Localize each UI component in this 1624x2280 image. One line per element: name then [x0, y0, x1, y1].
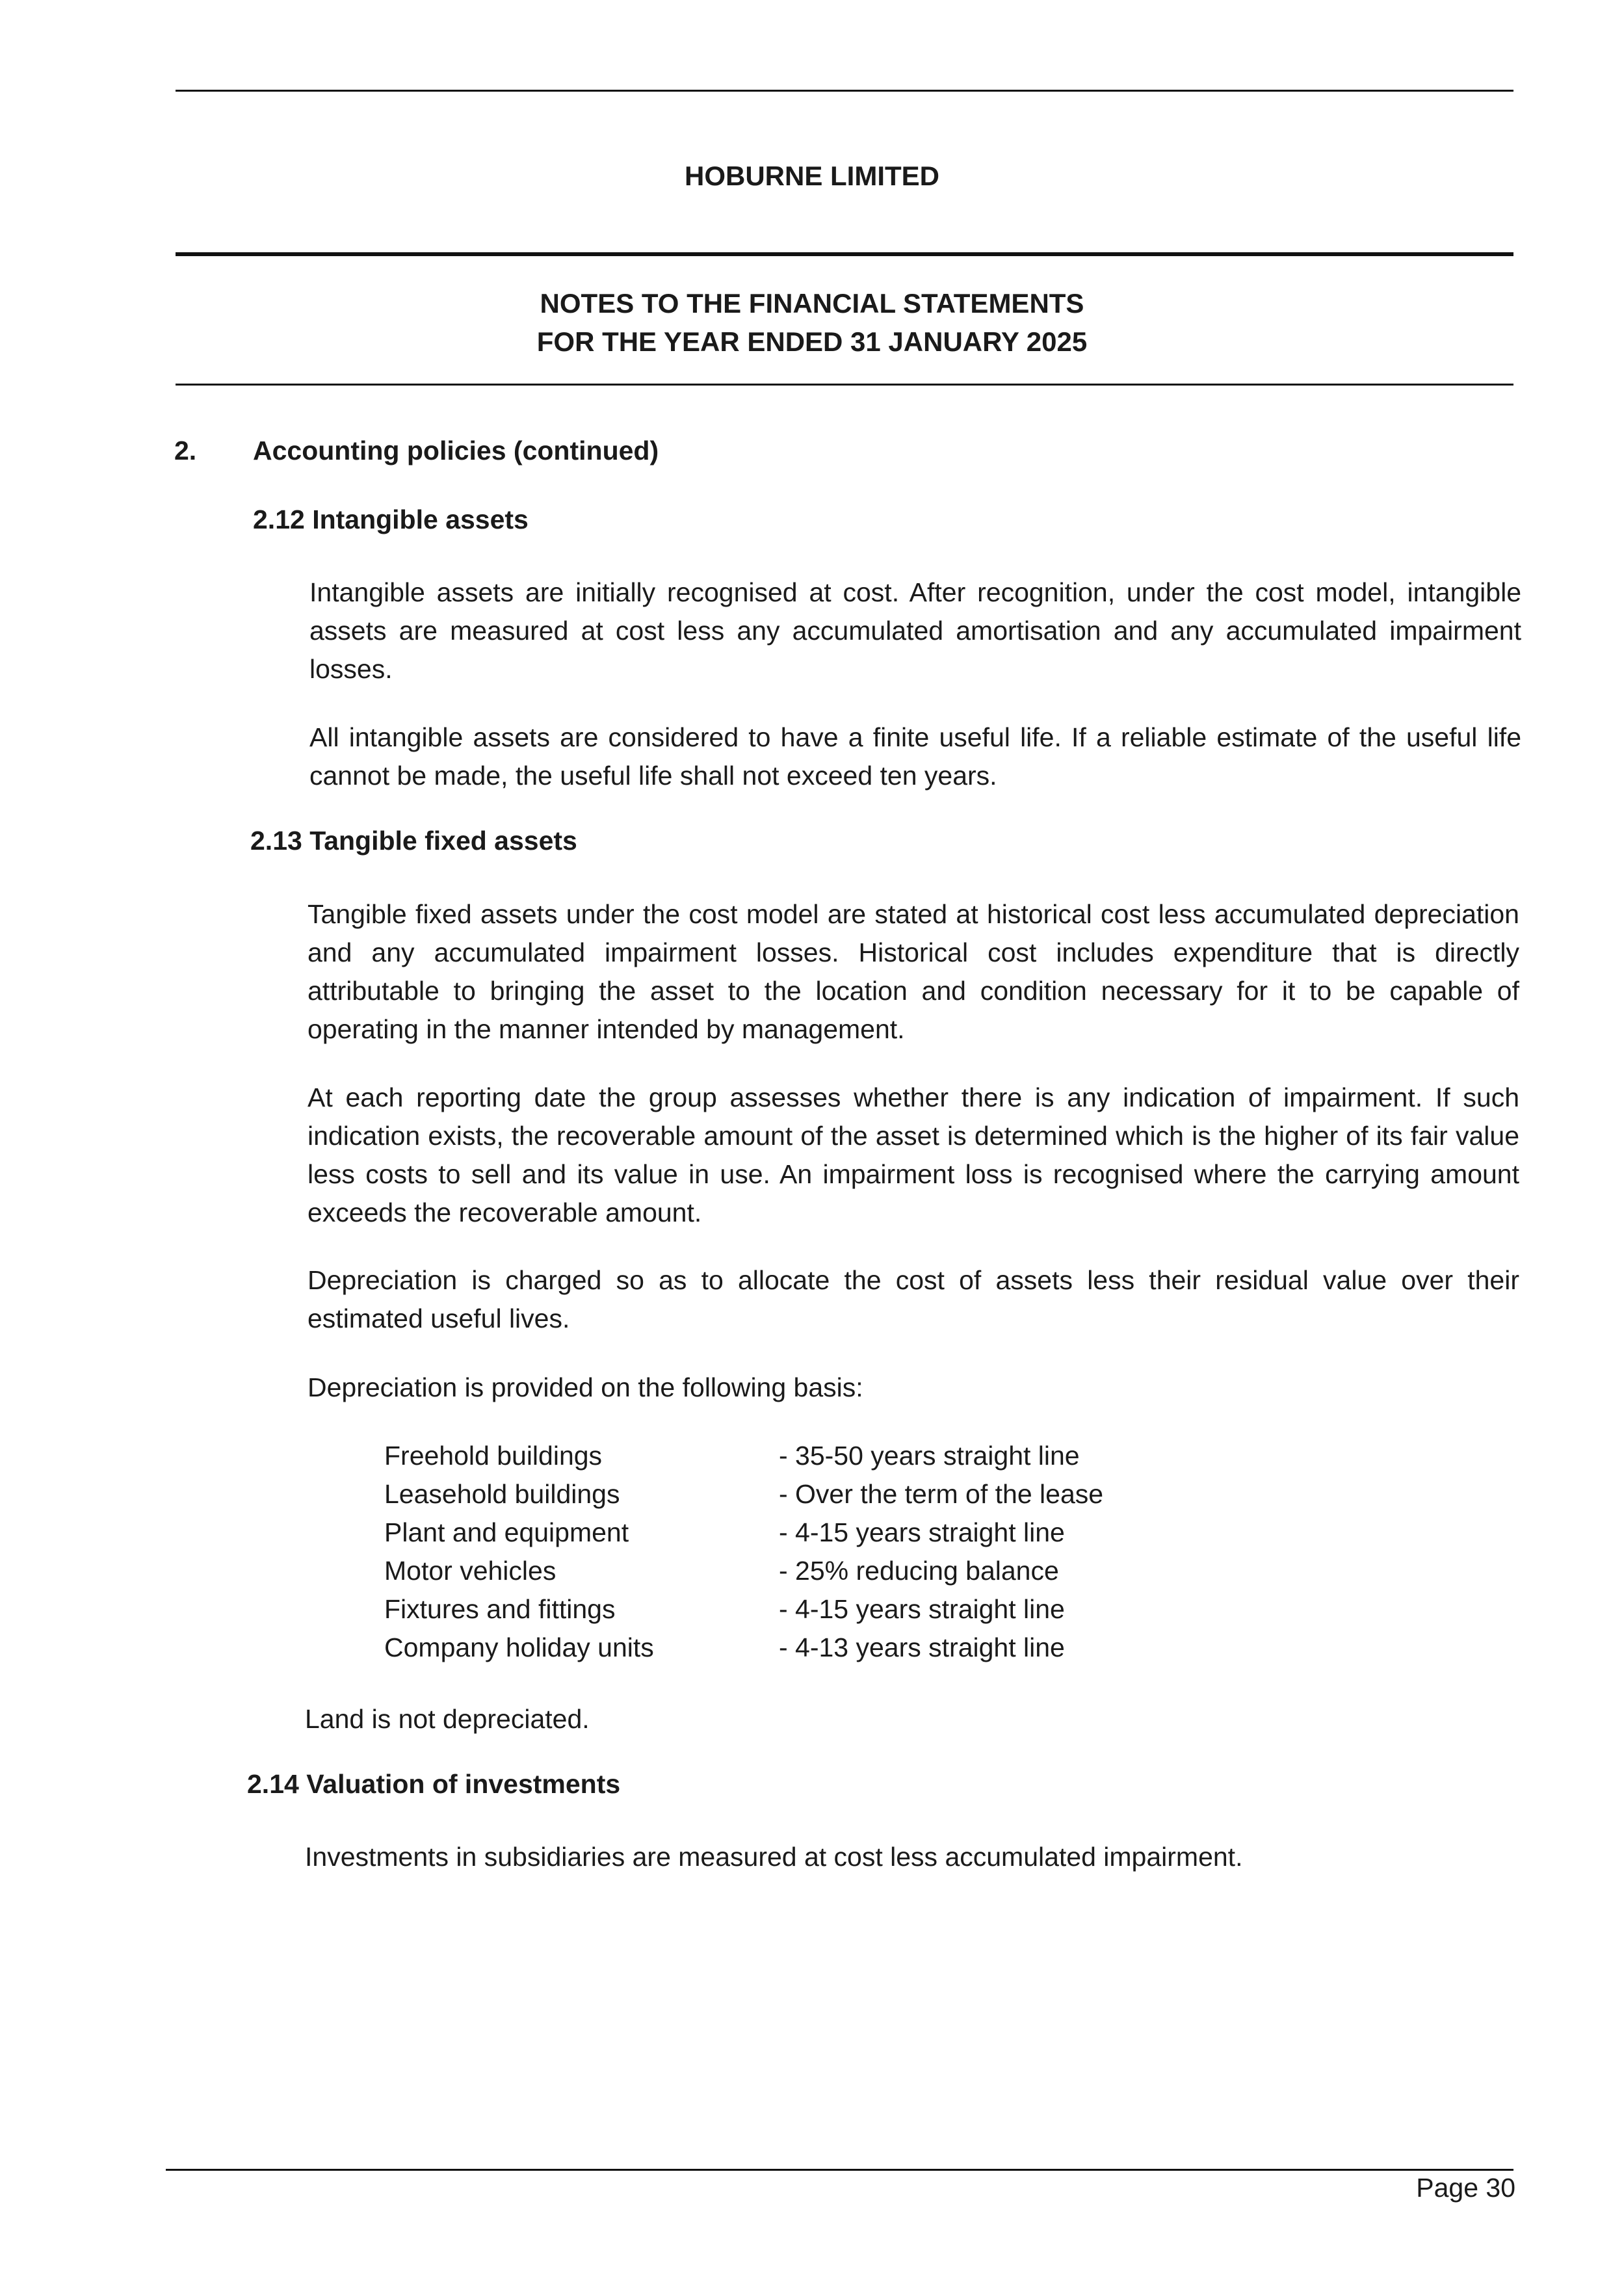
header-rule [176, 252, 1513, 256]
intangible-heading: 2.12 Intangible assets [253, 504, 529, 534]
tangible-paragraph-3: Depreciation is charged so as to allocate the cost of assets less their residual value over their estimated useful lives. [308, 1265, 1519, 1333]
basis-row [384, 1552, 1229, 1590]
title-rule [176, 384, 1513, 386]
basis-row [384, 1437, 1229, 1475]
basis-asset: Freehold buildings [384, 1441, 603, 1471]
investments-heading: 2.14 Valuation of investments [247, 1769, 621, 1799]
notes-title-line1: NOTES TO THE FINANCIAL STATEMENTS [540, 288, 1084, 319]
tangible-paragraph-1: Tangible fixed assets under the cost model are stated at historical cost less accumulated depreciation and any accumulated impairment losses. Historical cost includes expenditure that is directly attributable to bringing the asset to the location and condition necessary for it to be capable of operating in the manner intended by management. [308, 899, 1519, 1044]
investments-paragraph: Investments in subsidiaries are measured at cost less accumulated impairment. [305, 1842, 1243, 1872]
tangible-heading: 2.13 Tangible fixed assets [250, 826, 577, 856]
basis-rate: - 25% reducing balance [779, 1556, 1059, 1586]
tangible-paragraph-2: At each reporting date the group assesses whether there is any indication of impairment. If such indication exists, the recoverable amount of the asset is determined which is the higher of its fair value less costs to sell and its value in use. An impairment loss is recognised where the carrying amount exceeds the recoverable amount. [308, 1082, 1519, 1227]
notes-title-line2: FOR THE YEAR ENDED 31 JANUARY 2025 [536, 326, 1088, 357]
basis-row [384, 1590, 1229, 1629]
tangible-paragraph-4: Depreciation is provided on the following basis: [308, 1372, 863, 1402]
company-name: HOBURNE LIMITED [685, 161, 939, 191]
basis-row [384, 1475, 1229, 1513]
section-number: 2. [174, 436, 197, 465]
basis-row [384, 1629, 1229, 1667]
basis-asset: Company holiday units [384, 1632, 654, 1662]
intangible-paragraph-2: All intangible assets are considered to have a finite useful life. If a reliable estimate of the useful life cannot be made, the useful life shall not exceed ten years. [309, 722, 1521, 791]
basis-rate: - 4-13 years straight line [779, 1632, 1065, 1662]
footer-rule [166, 2169, 1513, 2171]
top-rule [176, 90, 1513, 92]
basis-rate: - 35-50 years straight line [779, 1441, 1080, 1471]
basis-row [384, 1513, 1229, 1552]
basis-rate: - Over the term of the lease [779, 1479, 1104, 1509]
intangible-paragraph-1: Intangible assets are initially recognised at cost. After recognition, under the cost model, intangible assets are measured at cost less any accumulated amortisation and any accumulated impairment losses. [309, 577, 1521, 684]
basis-rate: - 4-15 years straight line [779, 1517, 1065, 1547]
section-title: Accounting policies (continued) [253, 436, 659, 465]
basis-asset: Motor vehicles [384, 1556, 557, 1586]
land-note: Land is not depreciated. [305, 1704, 590, 1734]
basis-asset: Plant and equipment [384, 1517, 629, 1547]
basis-rate: - 4-15 years straight line [779, 1594, 1065, 1624]
page-number: Page 30 [1416, 2173, 1515, 2203]
basis-asset: Fixtures and fittings [384, 1594, 616, 1624]
basis-asset: Leasehold buildings [384, 1479, 620, 1509]
